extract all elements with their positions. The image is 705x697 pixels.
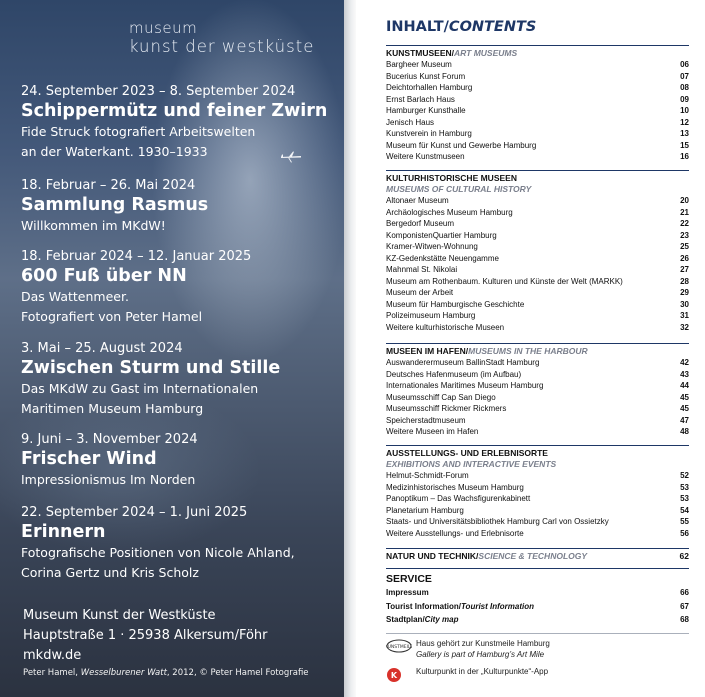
toc-entry[interactable] <box>386 94 689 106</box>
toc-page-number: 45 <box>680 404 689 413</box>
toc-page-number: 23 <box>680 230 689 240</box>
footer-note <box>386 639 689 660</box>
toc-page-number: 09 <box>680 94 689 104</box>
exhibition-entry <box>21 248 251 327</box>
toc-page-number: 53 <box>680 482 689 492</box>
toc-page-number: 08 <box>680 83 689 92</box>
service-entry-en: Tourist Information <box>460 601 534 611</box>
toc-page-number: 25 <box>680 242 689 251</box>
toc-page-number: 52 <box>680 471 689 480</box>
service-entry-de: Tourist Information/ <box>386 601 461 611</box>
toc-section <box>386 170 689 333</box>
toc-entry-label: Staats- und Universitätsbibliothek Hamburg Carl von Ossietzky <box>386 517 609 526</box>
toc-section <box>386 343 689 438</box>
footer-note <box>386 667 689 685</box>
toc-entry-label: Bergedorf Museum <box>386 219 455 228</box>
toc-entry[interactable] <box>386 218 689 230</box>
toc-entry[interactable] <box>386 415 689 427</box>
toc-page-number: 43 <box>680 369 689 379</box>
toc-entry[interactable] <box>386 276 689 288</box>
toc-page-number: 15 <box>680 140 689 150</box>
toc-page-number: 53 <box>680 494 689 503</box>
toc-entry[interactable] <box>386 287 689 299</box>
exhibition-date: 3. Mai – 25. August 2024 <box>21 341 183 356</box>
service-entry-de: Impressum <box>386 588 429 597</box>
toc-page-number: 45 <box>680 392 689 402</box>
exhibition-date: 18. Februar – 26. Mai 2024 <box>21 178 196 193</box>
toc-entry-label: Medizinhistorisches Museum Hamburg <box>386 482 524 492</box>
exhibition-date: 22. September 2024 – 1. Juni 2025 <box>21 505 248 520</box>
toc-section-title-en: SCIENCE & TECHNOLOGY <box>478 551 588 561</box>
exhibition-title: Schippermütz und feiner Zwirn <box>21 101 328 121</box>
toc-entry-label: KZ-Gedenkstätte Neuengamme <box>386 253 499 263</box>
toc-section-title-de: NATUR UND TECHNIK/ <box>386 551 479 561</box>
toc-entry-label: Kramer-Witwen-Wohnung <box>386 242 478 251</box>
toc-section-title-en: ART MUSEUMS <box>454 48 518 58</box>
contents-heading-en: CONTENTS <box>448 19 537 35</box>
logo-line-1: museum <box>129 19 198 37</box>
toc-page-number: 12 <box>680 117 689 127</box>
page-gutter <box>344 0 356 697</box>
toc-page-number: 22 <box>680 219 689 228</box>
service-entry-en: City map <box>424 615 459 624</box>
toc-section-title-de: MUSEEN IM HAFEN/ <box>386 346 469 356</box>
kulturpunkte-app-icon <box>386 667 416 685</box>
exhibition-date: 9. Juni – 3. November 2024 <box>21 432 198 447</box>
exhibition-entry <box>21 177 208 236</box>
toc-page-number: 54 <box>680 505 689 515</box>
toc-entry[interactable] <box>386 493 689 505</box>
exhibition-title: Sammlung Rasmus <box>21 195 209 215</box>
toc-entry[interactable] <box>386 322 689 334</box>
toc-entry[interactable] <box>386 82 689 94</box>
exhibition-subtitle: Impressionismus Im Norden <box>21 472 196 487</box>
toc-entry[interactable] <box>386 117 689 129</box>
toc-entry-label: Planetarium Hamburg <box>386 505 464 515</box>
toc-section-title-en: MUSEUMS IN THE HARBOUR <box>468 346 588 356</box>
toc-entry[interactable] <box>386 380 689 392</box>
service-entry-label <box>386 600 534 614</box>
museum-logo <box>129 20 314 57</box>
toc-page-number: 29 <box>680 288 689 297</box>
footer-note-text <box>416 667 548 678</box>
toc-page-number: 27 <box>680 265 689 274</box>
address-website[interactable]: mkdw.de <box>23 648 82 663</box>
toc-entry[interactable] <box>386 195 689 207</box>
toc-page-number: 16 <box>680 152 689 161</box>
exhibition-title: Erinnern <box>21 522 106 542</box>
service-entry[interactable] <box>386 600 689 614</box>
toc-entry[interactable] <box>386 357 689 369</box>
toc-section <box>386 445 689 539</box>
toc-entry-label: Kunstverein in Hamburg <box>386 129 472 138</box>
svg-text:K: K <box>390 671 398 680</box>
toc-section-title-en: MUSEUMS OF CULTURAL HISTORY <box>386 184 532 194</box>
toc-page-number: 28 <box>680 276 689 286</box>
toc-entry[interactable] <box>386 426 689 438</box>
toc-entry-label: Weitere Ausstellungs- und Erlebnisorte <box>386 528 524 538</box>
footer-divider <box>386 633 689 634</box>
toc-page-number: 13 <box>680 129 689 138</box>
toc-page-number: 06 <box>680 60 689 69</box>
toc-entry-label: Bargheer Museum <box>386 60 452 69</box>
footer-note-de: Haus gehört zur Kunstmeile Hamburg <box>416 639 550 648</box>
toc-section-title <box>386 343 689 357</box>
toc-section-title: AUSSTELLUNGS- UND ERLEBNISORTE <box>386 445 689 459</box>
exhibition-entry <box>21 504 295 583</box>
footer-note-text <box>416 639 550 660</box>
toc-footer <box>386 633 689 685</box>
toc-page-number: 32 <box>680 322 689 332</box>
exhibition-subtitle: Fotografische Positionen von Nicole Ahland, <box>21 545 295 560</box>
address-street: Hauptstraße 1 · 25938 Alkersum/Föhr <box>23 628 268 643</box>
toc-page-number: 30 <box>680 299 689 309</box>
exhibition-subtitle: Corina Gertz und Kris Scholz <box>21 565 199 580</box>
toc-entry[interactable] <box>386 516 689 528</box>
toc-entry-label: Speicherstadtmuseum <box>386 415 466 425</box>
exhibition-date: 18. Februar 2024 – 12. Januar 2025 <box>21 249 252 264</box>
toc-section-title-de: KUNSTMUSEEN/ <box>386 48 455 58</box>
toc-page-number: 47 <box>680 415 689 425</box>
toc-entry-label: Altonaer Museum <box>386 196 449 205</box>
photo-credit <box>23 668 309 678</box>
toc-service-section <box>386 568 689 627</box>
toc-entry[interactable] <box>386 253 689 265</box>
toc-entry-label: Panoptikum – Das Wachsfigurenkabinett <box>386 494 531 503</box>
exhibition-subtitle: Fotografiert von Peter Hamel <box>21 309 203 324</box>
toc-page-number: 21 <box>680 207 689 217</box>
toc-entry[interactable] <box>386 128 689 140</box>
toc-entry-label: Internationales Maritimes Museum Hamburg <box>386 381 544 390</box>
toc-entry-label: Museumsschiff Rickmer Rickmers <box>386 404 507 413</box>
toc-section-title-wrap <box>386 551 587 562</box>
toc-section-title: KULTURHISTORISCHE MUSEEN <box>386 170 689 184</box>
toc-page-number: 55 <box>680 517 689 526</box>
toc-entry-label: Museumsschiff Cap San Diego <box>386 392 496 402</box>
toc-entry[interactable] <box>386 71 689 83</box>
toc-page-number: 31 <box>680 311 689 320</box>
service-entry[interactable] <box>386 586 689 600</box>
toc-entry[interactable] <box>386 151 689 163</box>
toc-entry[interactable] <box>386 505 689 517</box>
credit-author: Peter Hamel, <box>23 668 81 678</box>
exhibition-title: Frischer Wind <box>21 449 157 469</box>
exhibition-title: Zwischen Sturm und Stille <box>21 358 281 378</box>
toc-entry[interactable] <box>386 369 689 381</box>
toc-page-number: 20 <box>680 196 689 205</box>
toc-page-number: 62 <box>679 551 689 561</box>
toc-entry-label: Hamburger Kunsthalle <box>386 106 466 115</box>
svg-text:KUNSTMEILE: KUNSTMEILE <box>386 645 412 650</box>
footer-note-en: Gallery is part of Hamburg’s Art Mile <box>416 649 545 659</box>
museum-address <box>23 606 268 666</box>
exhibition-subtitle: Maritimen Museum Hamburg <box>21 401 204 416</box>
exhibition-date: 24. September 2023 – 8. September 2024 <box>21 84 296 99</box>
service-entry-de: Stadtplan/ <box>386 615 425 624</box>
toc-entry-label: Ernst Barlach Haus <box>386 94 455 104</box>
toc-page-number: 66 <box>680 588 689 597</box>
toc-section <box>386 45 689 163</box>
exhibition-title: 600 Fuß über NN <box>21 266 187 286</box>
toc-entry-label: Mahnmal St. Nikolai <box>386 265 458 274</box>
toc-page-number: 44 <box>680 381 689 390</box>
toc-page-number: 10 <box>680 106 689 115</box>
address-name: Museum Kunst der Westküste <box>23 608 216 623</box>
credit-work: Wesselburener Watt <box>80 668 167 678</box>
toc-section <box>386 548 689 562</box>
exhibition-entry <box>21 83 327 162</box>
toc-entry[interactable] <box>386 207 689 219</box>
toc-entry-label: KomponistenQuartier Hamburg <box>386 230 497 240</box>
exhibition-entry <box>21 431 198 490</box>
toc-entry-label: Weitere kulturhistorische Museen <box>386 322 505 332</box>
toc-entry-label: Weitere Museen im Hafen <box>386 427 479 436</box>
exhibition-subtitle: Das Wattenmeer. <box>21 289 129 304</box>
toc-entry-label: Museum der Arbeit <box>386 288 454 297</box>
exhibition-entry <box>21 340 280 419</box>
toc-entry-label: Archäologisches Museum Hamburg <box>386 207 513 217</box>
toc-entry-label: Deichtorhallen Hamburg <box>386 83 473 92</box>
credit-rest: , 2012, © Peter Hamel Fotografie <box>166 668 309 678</box>
contents-heading-de: INHALT/ <box>386 19 449 35</box>
toc-entry[interactable] <box>386 310 689 322</box>
toc-entry-label: Museum am Rothenbaum. Kulturen und Künste der Welt (MARKK) <box>386 276 623 286</box>
toc-entry-label: Jenisch Haus <box>386 117 435 127</box>
service-title: SERVICE <box>386 568 689 586</box>
exhibition-subtitle: an der Waterkant. 1930–1933 <box>21 144 208 159</box>
toc-entry[interactable] <box>386 264 689 276</box>
logo-line-2: kunst der westküste <box>129 37 315 56</box>
toc-entry[interactable] <box>386 299 689 311</box>
toc-page-number: 07 <box>680 71 689 81</box>
toc-section-title <box>386 548 689 562</box>
toc-entry[interactable] <box>386 140 689 152</box>
toc-entry-label: Helmut-Schmidt-Forum <box>386 471 469 480</box>
toc-entry-label: Polizeimuseum Hamburg <box>386 311 476 320</box>
toc-entry[interactable] <box>386 403 689 415</box>
toc-section-title <box>386 45 689 59</box>
service-entry-label <box>386 613 458 627</box>
toc-entry[interactable] <box>386 105 689 117</box>
toc-section-title-en: EXHIBITIONS AND INTERACTIVE EVENTS <box>386 459 557 469</box>
service-entry[interactable] <box>386 613 689 627</box>
toc-entry-label: Auswanderermuseum BallinStadt Hamburg <box>386 358 540 367</box>
toc-entry-label: Bucerius Kunst Forum <box>386 71 466 81</box>
toc-entry[interactable] <box>386 528 689 540</box>
toc-page-number: 67 <box>680 601 689 611</box>
toc-page-number: 48 <box>680 427 689 436</box>
toc-entry[interactable] <box>386 59 689 71</box>
toc-entry[interactable] <box>386 241 689 253</box>
toc-entry-label: Deutsches Hafenmuseum (im Aufbau) <box>386 369 522 379</box>
exhibition-subtitle: Willkommen im MKdW! <box>21 218 166 233</box>
toc-entry-label: Weitere Kunstmuseen <box>386 152 465 161</box>
toc-entry-label: Museum für Kunst und Gewerbe Hamburg <box>386 140 537 150</box>
contents-heading <box>386 19 536 35</box>
toc-entry[interactable] <box>386 230 689 242</box>
service-entry-label <box>386 586 429 600</box>
toc-entry[interactable] <box>386 470 689 482</box>
cover-photo-panel <box>0 0 344 697</box>
contents-page <box>356 0 705 697</box>
toc-page-number: 26 <box>680 253 689 263</box>
art-mile-logo-icon <box>386 639 416 655</box>
toc-page-number: 56 <box>680 528 689 538</box>
toc-entry[interactable] <box>386 482 689 494</box>
toc-page-number: 42 <box>680 358 689 367</box>
exhibition-subtitle: Fide Struck fotografiert Arbeitswelten <box>21 124 256 139</box>
toc-entry-label: Museum für Hamburgische Geschichte <box>386 299 525 309</box>
toc-page-number: 68 <box>680 615 689 624</box>
footer-note-de: Kulturpunkt in der „Kulturpunkte“-App <box>416 667 549 676</box>
exhibition-subtitle: Das MKdW zu Gast im Internationalen <box>21 381 259 396</box>
toc-entry[interactable] <box>386 392 689 404</box>
